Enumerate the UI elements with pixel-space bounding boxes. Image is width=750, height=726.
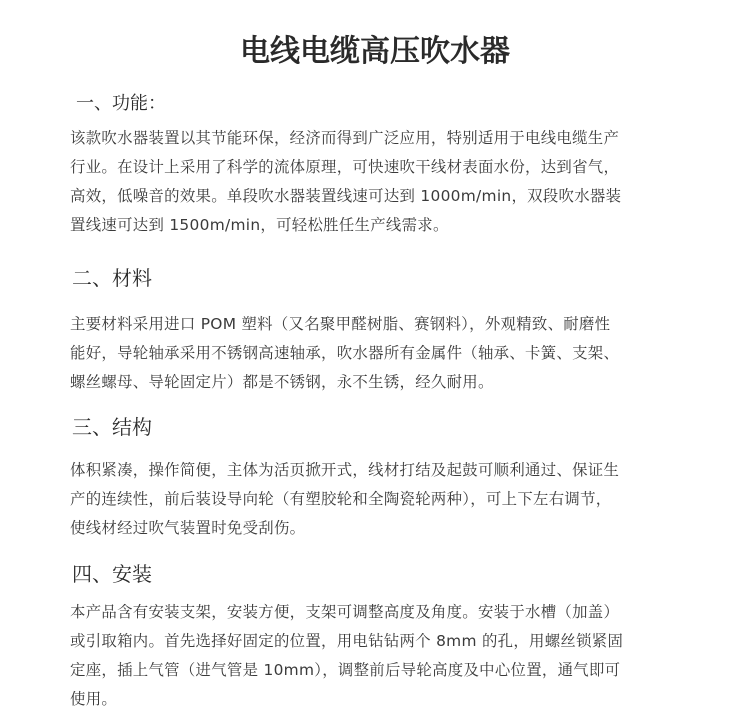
paragraph-line: 螺丝螺母、导轮固定片）都是不锈钢，永不生锈，经久耐用。 <box>70 373 494 391</box>
paragraph-line: 置线速可达到 1500m/min，可轻松胜任生产线需求。 <box>70 216 449 234</box>
paragraph-line: 使用。 <box>70 690 118 708</box>
section-body-function <box>70 124 688 240</box>
page-title: 电线电缆高压吹水器 <box>240 34 510 69</box>
paragraph-line: 本产品含有安装支架，安装方便，支架可调整高度及角度。安装于水槽（加盖） <box>70 603 620 621</box>
section-heading-function: 一、功能： <box>76 93 166 114</box>
section-heading-material: 二、材料 <box>72 266 152 290</box>
section-body-structure <box>70 456 688 543</box>
paragraph-line: 主要材料采用进口 POM 塑料（又名聚甲醛树脂、赛钢料），外观精致、耐磨性 <box>70 315 611 333</box>
paragraph-line: 定座，插上气管（进气管是 10mm），调整前后导轮高度及中心位置，通气即可 <box>70 661 621 679</box>
paragraph-line: 使线材经过吹气装置时免受刮伤。 <box>70 519 306 537</box>
paragraph-line: 产的连续性，前后装设导向轮（有塑胶轮和全陶瓷轮两种），可上下左右调节， <box>70 490 612 508</box>
section-heading-installation: 四、安装 <box>72 562 152 586</box>
paragraph-line: 能好，导轮轴承采用不锈钢高速轴承，吹水器所有金属件（轴承、卡簧、支架、 <box>70 344 620 362</box>
section-body-installation <box>70 598 688 714</box>
paragraph-line: 体积紧凑，操作简便，主体为活页掀开式，线材打结及起鼓可顺利通过、保证生 <box>70 461 620 479</box>
paragraph-line: 行业。在设计上采用了科学的流体原理，可快速吹干线材表面水份，达到省气， <box>70 158 620 176</box>
paragraph-line: 高效，低噪音的效果。单段吹水器装置线速可达到 1000m/min，双段吹水器装 <box>70 187 622 205</box>
section-heading-structure: 三、结构 <box>72 415 152 439</box>
paragraph-line: 或引取箱内。首先选择好固定的位置，用电钻钻两个 8mm 的孔，用螺丝锁紧固 <box>70 632 624 650</box>
section-body-material <box>70 310 688 397</box>
paragraph-line: 该款吹水器装置以其节能环保，经济而得到广泛应用，特别适用于电线电缆生产 <box>70 129 620 147</box>
